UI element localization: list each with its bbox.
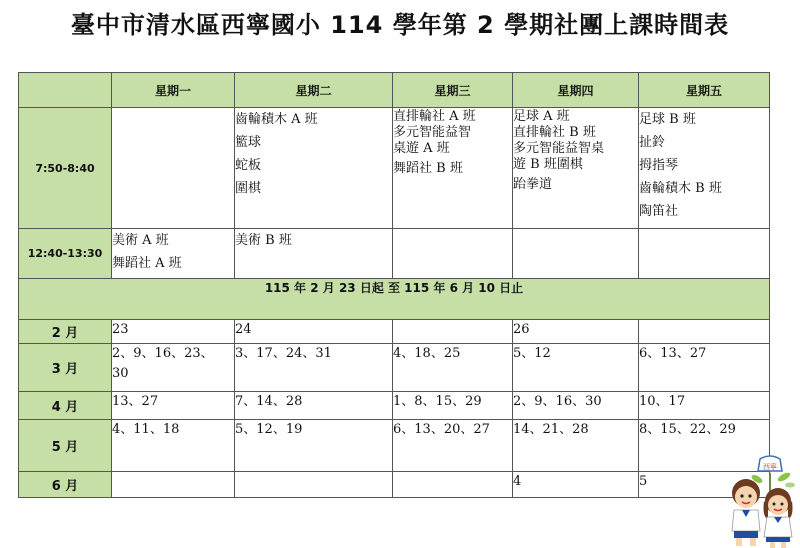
club-item: 足球 B 班 — [639, 112, 696, 127]
date-cell-wed: 6、13、20、27 — [393, 420, 513, 472]
day-header-thu: 星期四 — [513, 73, 639, 108]
date-cell-wed — [393, 320, 513, 344]
day-header-row — [19, 73, 770, 108]
month-label: 2 月 — [19, 320, 112, 344]
month-row-mar — [19, 344, 770, 392]
date-cell-thu: 14、21、28 — [513, 420, 639, 472]
club-item: 足球 A 班 — [513, 109, 570, 124]
slot-row-morning — [19, 108, 770, 229]
club-item: 舞蹈社 B 班 — [393, 161, 463, 176]
date-cell-fri: 10、17 — [639, 392, 770, 420]
month-row-may — [19, 420, 770, 472]
day-header-fri: 星期五 — [639, 73, 770, 108]
date-cell-fri: 5 — [639, 472, 770, 498]
month-row-apr — [19, 392, 770, 420]
club-item: 齒輪積木 A 班 — [235, 112, 318, 127]
club-cell-mon — [112, 108, 235, 229]
club-cell-thu — [513, 108, 639, 229]
date-cell-fri: 6、13、27 — [639, 344, 770, 392]
date-cell-fri: 8、15、22、29 — [639, 420, 770, 472]
date-cell-mon: 23 — [112, 320, 235, 344]
date-range-row — [19, 279, 770, 320]
date-cell-wed: 4、18、25 — [393, 344, 513, 392]
corner-cell — [19, 73, 112, 108]
month-label: 4 月 — [19, 392, 112, 420]
day-header-mon: 星期一 — [112, 73, 235, 108]
club-item: 陶笛社 — [639, 204, 679, 219]
date-cell-mon: 4、11、18 — [112, 420, 235, 472]
slot-row-noon — [19, 229, 770, 279]
club-cell-fri — [639, 229, 770, 279]
date-cell-wed: 1、8、15、29 — [393, 392, 513, 420]
day-header-wed: 星期三 — [393, 73, 513, 108]
date-cell-wed — [393, 472, 513, 498]
school-mascot-illustration — [724, 455, 800, 548]
month-row-feb — [19, 320, 770, 344]
month-label: 3 月 — [19, 344, 112, 392]
club-item: 多元智能益智桌 — [513, 141, 605, 156]
date-cell-mon: 2、9、16、23、30 — [112, 344, 235, 392]
club-item: 蛇板 — [235, 158, 262, 173]
club-item: 齒輪積木 B 班 — [639, 181, 722, 196]
date-cell-thu: 2、9、16、30 — [513, 392, 639, 420]
club-item: 舞蹈社 A 班 — [112, 256, 182, 271]
club-item: 跆拳道 — [513, 177, 553, 192]
date-cell-fri — [639, 320, 770, 344]
date-range-label: 115 年 2 月 23 日起 至 115 年 6 月 10 日止 — [19, 279, 770, 320]
club-item: 桌遊 A 班 — [393, 141, 450, 156]
date-cell-mon — [112, 472, 235, 498]
club-item: 圍棋 — [235, 181, 262, 196]
date-cell-tue: 7、14、28 — [235, 392, 393, 420]
club-cell-thu — [513, 229, 639, 279]
month-row-jun — [19, 472, 770, 498]
month-label: 6 月 — [19, 472, 112, 498]
schedule-table — [18, 72, 770, 498]
date-cell-thu: 5、12 — [513, 344, 639, 392]
club-item: 籃球 — [235, 135, 262, 150]
time-label: 12:40-13:30 — [19, 229, 112, 279]
club-cell-wed — [393, 108, 513, 229]
month-label: 5 月 — [19, 420, 112, 472]
date-cell-tue: 5、12、19 — [235, 420, 393, 472]
club-item: 直排輪社 B 班 — [513, 125, 596, 140]
date-cell-tue: 24 — [235, 320, 393, 344]
club-cell-wed — [393, 229, 513, 279]
date-cell-mon: 13、27 — [112, 392, 235, 420]
date-cell-thu: 26 — [513, 320, 639, 344]
club-item: 扯鈴 — [639, 135, 666, 150]
time-label: 7:50-8:40 — [19, 108, 112, 229]
club-cell-tue — [235, 229, 393, 279]
date-cell-tue: 3、17、24、31 — [235, 344, 393, 392]
day-header-tue: 星期二 — [235, 73, 393, 108]
club-item: 美術 B 班 — [235, 233, 292, 248]
club-cell-tue — [235, 108, 393, 229]
club-item: 拇指琴 — [639, 158, 679, 173]
club-item: 美術 A 班 — [112, 233, 169, 248]
page-title: 臺中市清水區西寧國小 114 學年第 2 學期社團上課時間表 — [70, 11, 730, 39]
club-cell-fri — [639, 108, 770, 229]
mascot-sign-text: 西寧 — [763, 463, 777, 471]
date-cell-thu: 4 — [513, 472, 639, 498]
club-item: 直排輪社 A 班 — [393, 109, 476, 124]
club-item: 多元智能益智 — [393, 125, 472, 140]
date-cell-tue — [235, 472, 393, 498]
club-item: 遊 B 班圍棋 — [513, 157, 583, 172]
club-cell-mon — [112, 229, 235, 279]
